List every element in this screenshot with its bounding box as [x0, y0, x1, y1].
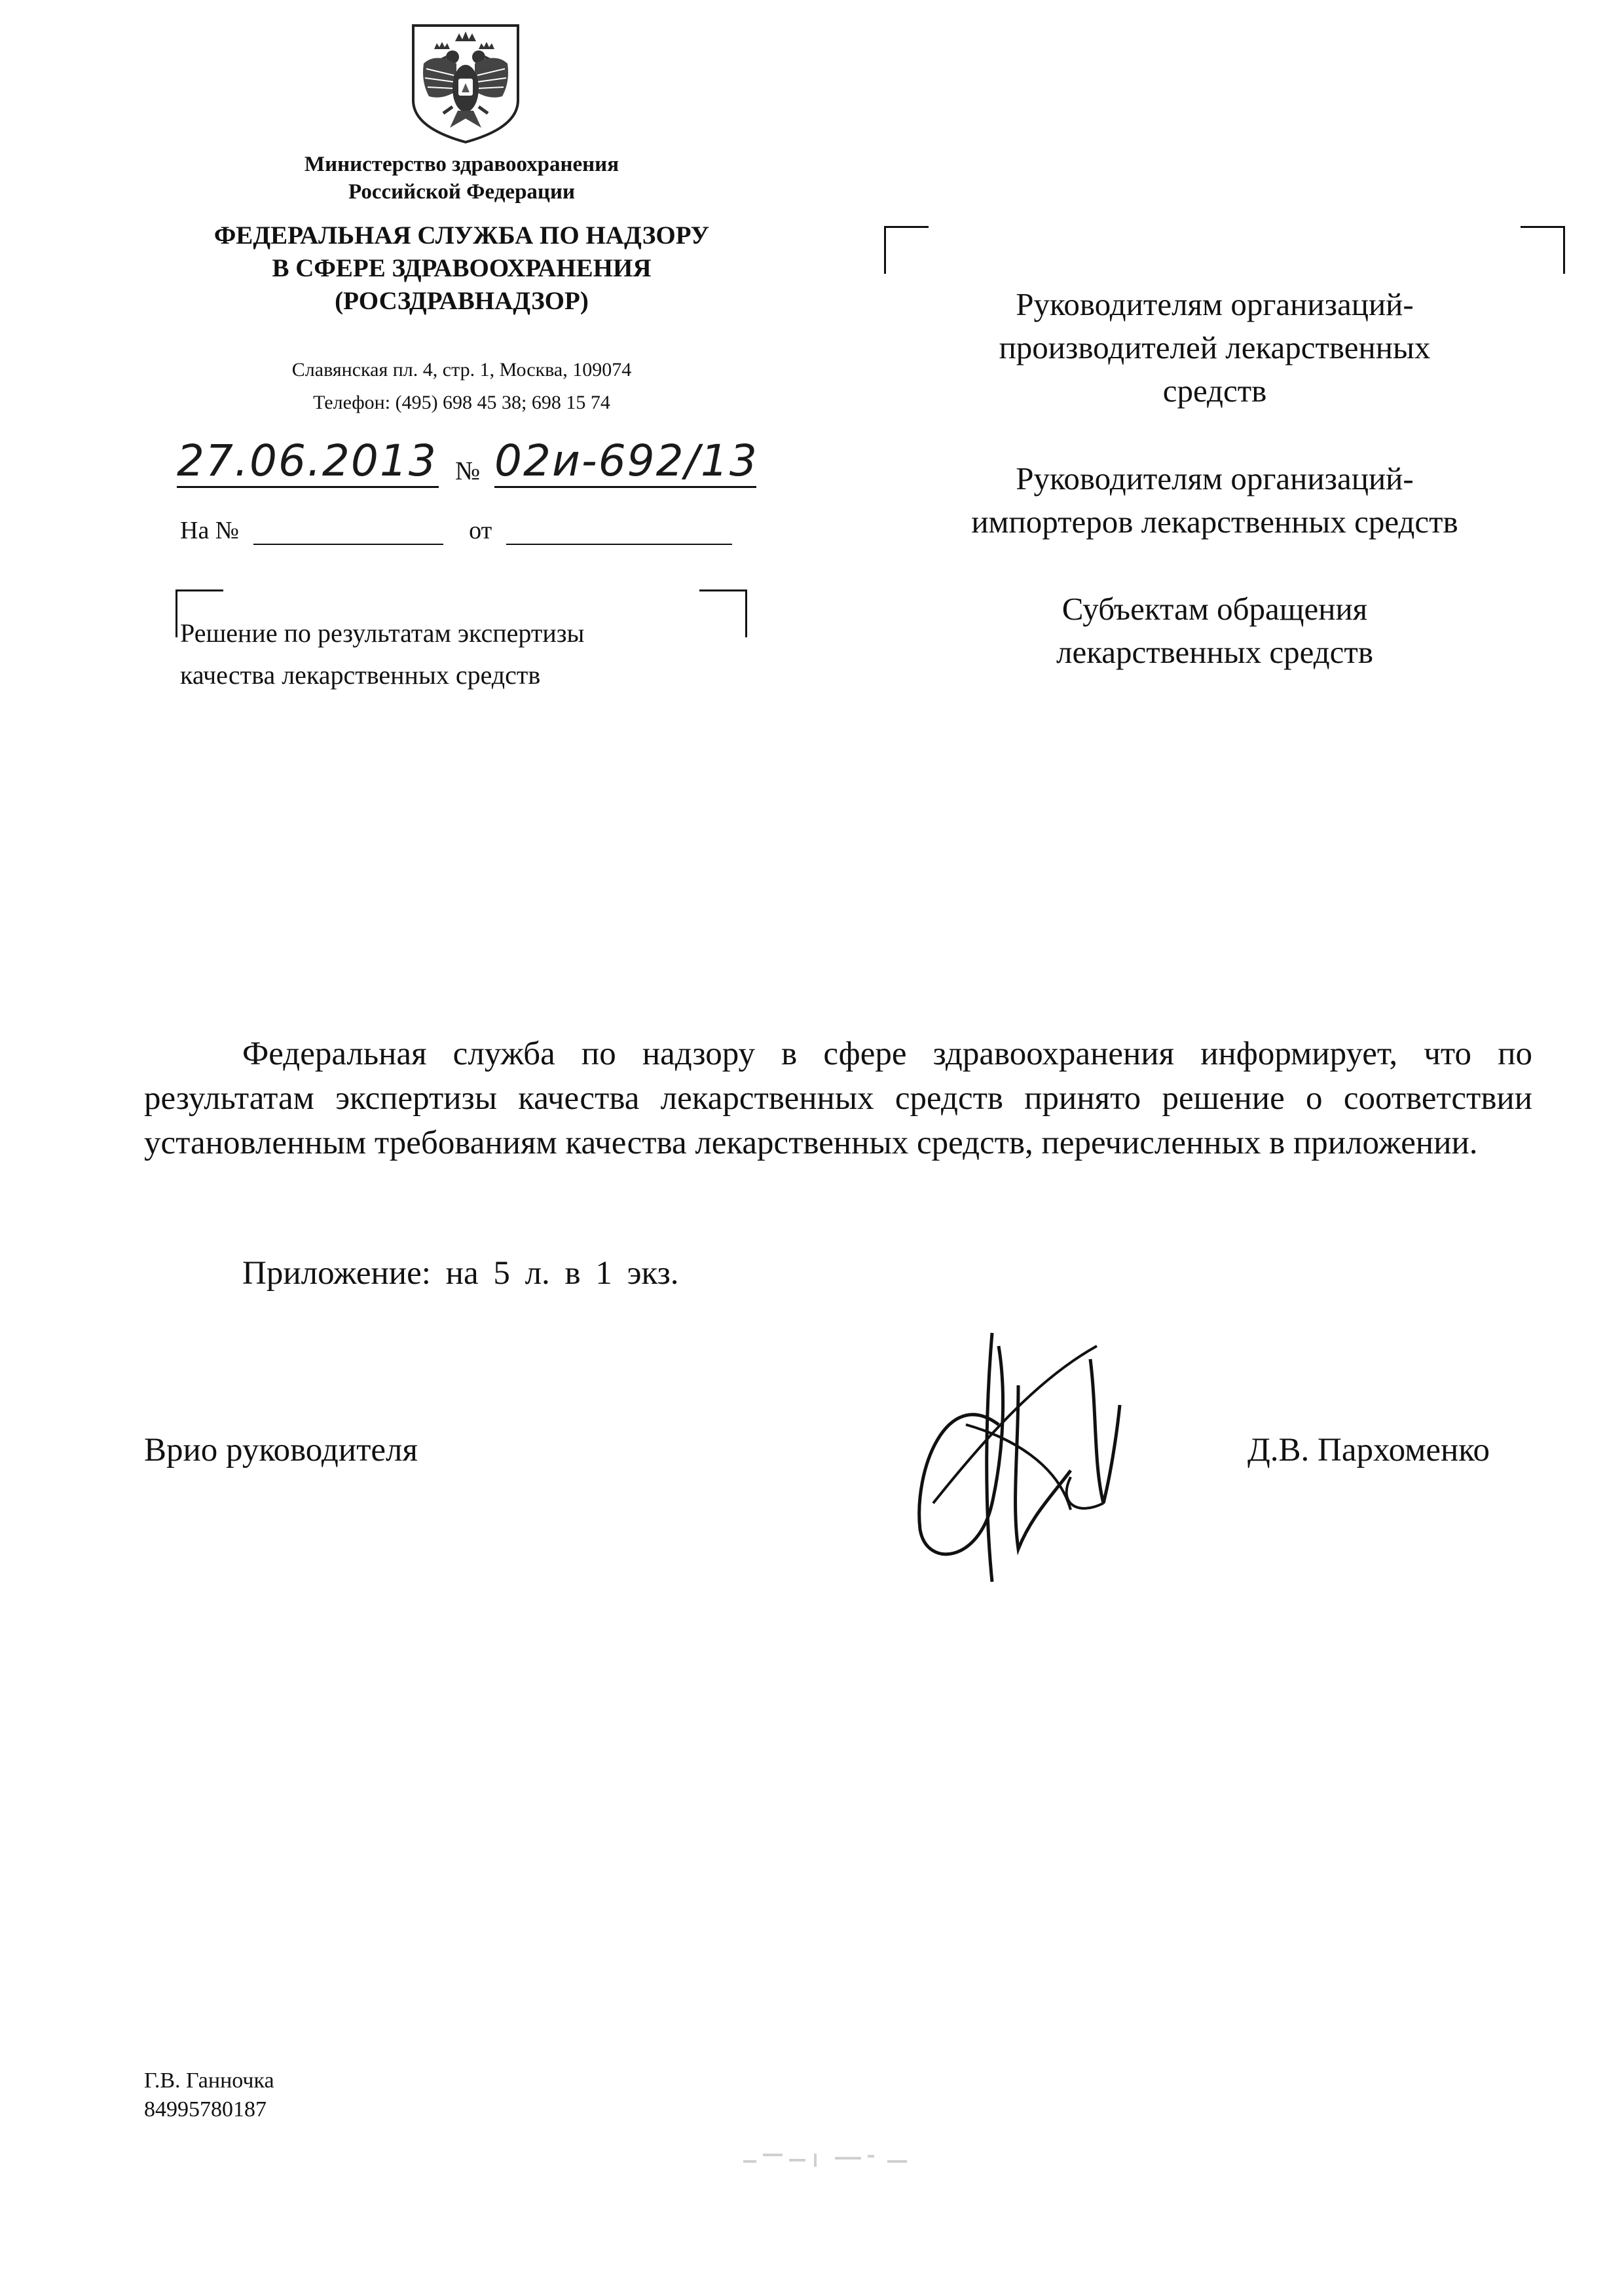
- ministry-line2: Российской Федерации: [348, 180, 575, 204]
- phone-text: Телефон: (495) 698 45 38; 698 15 74: [313, 392, 610, 413]
- handwritten-signature: [907, 1307, 1156, 1595]
- faded-stamp-mark: [737, 2142, 940, 2175]
- russian-coat-of-arms-icon: [409, 23, 522, 145]
- addressee-line: производителей лекарственных: [999, 329, 1431, 365]
- subject-block: [180, 612, 717, 696]
- service-name: [157, 219, 766, 318]
- from-label: от: [469, 517, 492, 544]
- service-line3: (РОСЗДРАВНАДЗОР): [335, 287, 589, 315]
- addressee-corner-left: [884, 226, 929, 274]
- body-paragraph: Федеральная служба по надзору в сфере здравоохранения информирует, что по результатам экспертизы качества лекарственных средств принято решение о соответствии установленным требованиям качества лекарственных средств, перечисленных в приложении.: [144, 1036, 1532, 1161]
- address-text: Славянская пл. 4, стр. 1, Москва, 109074: [291, 359, 632, 381]
- addressee-line: Руководителям организаций-: [1016, 286, 1414, 322]
- registration-line: [177, 436, 766, 501]
- subject-line2: качества лекарственных средств: [180, 660, 541, 690]
- reply-label: На №: [180, 517, 240, 544]
- addressee-manufacturers: [900, 283, 1529, 413]
- signatory-name: Д.В. Пархоменко: [1247, 1432, 1490, 1468]
- subject-line1: Решение по результатам экспертизы: [180, 618, 585, 648]
- addressee-importers: [900, 457, 1529, 544]
- addressee-line: Субъектам обращения: [1061, 591, 1368, 627]
- executor-block: [144, 2067, 274, 2124]
- addressee-line: лекарственных средств: [1056, 634, 1373, 670]
- reply-reference: [180, 516, 743, 545]
- from-date-blank: [506, 521, 732, 545]
- registration-date: 27.06.2013: [177, 436, 439, 488]
- signatory-title: Врио руководителя: [144, 1432, 418, 1468]
- addressee-line: импортеров лекарственных средств: [971, 504, 1458, 540]
- service-line2: В СФЕРЕ ЗДРАВООХРАНЕНИЯ: [272, 254, 652, 282]
- number-sign: №: [455, 456, 481, 485]
- reply-number-blank: [253, 521, 443, 545]
- letter-body: [144, 1032, 1532, 1165]
- addressee-subjects: [900, 588, 1529, 674]
- addressee-line: средств: [1162, 373, 1267, 409]
- coat-of-arms-emblem: [409, 23, 522, 145]
- executor-phone: 84995780187: [144, 2097, 267, 2122]
- ministry-name: [236, 151, 688, 206]
- addressee-corner-right: [1521, 226, 1565, 274]
- registration-number: 02и-692/13: [494, 436, 756, 488]
- service-line1: ФЕДЕРАЛЬНАЯ СЛУЖБА ПО НАДЗОРУ: [213, 221, 710, 250]
- contact-block: [210, 354, 714, 419]
- appendix-note: Приложение: на 5 л. в 1 экз.: [242, 1255, 679, 1292]
- executor-name: Г.В. Ганночка: [144, 2068, 274, 2093]
- addressee-line: Руководителям организаций-: [1016, 460, 1414, 496]
- ministry-line1: Министерство здравоохранения: [304, 153, 619, 176]
